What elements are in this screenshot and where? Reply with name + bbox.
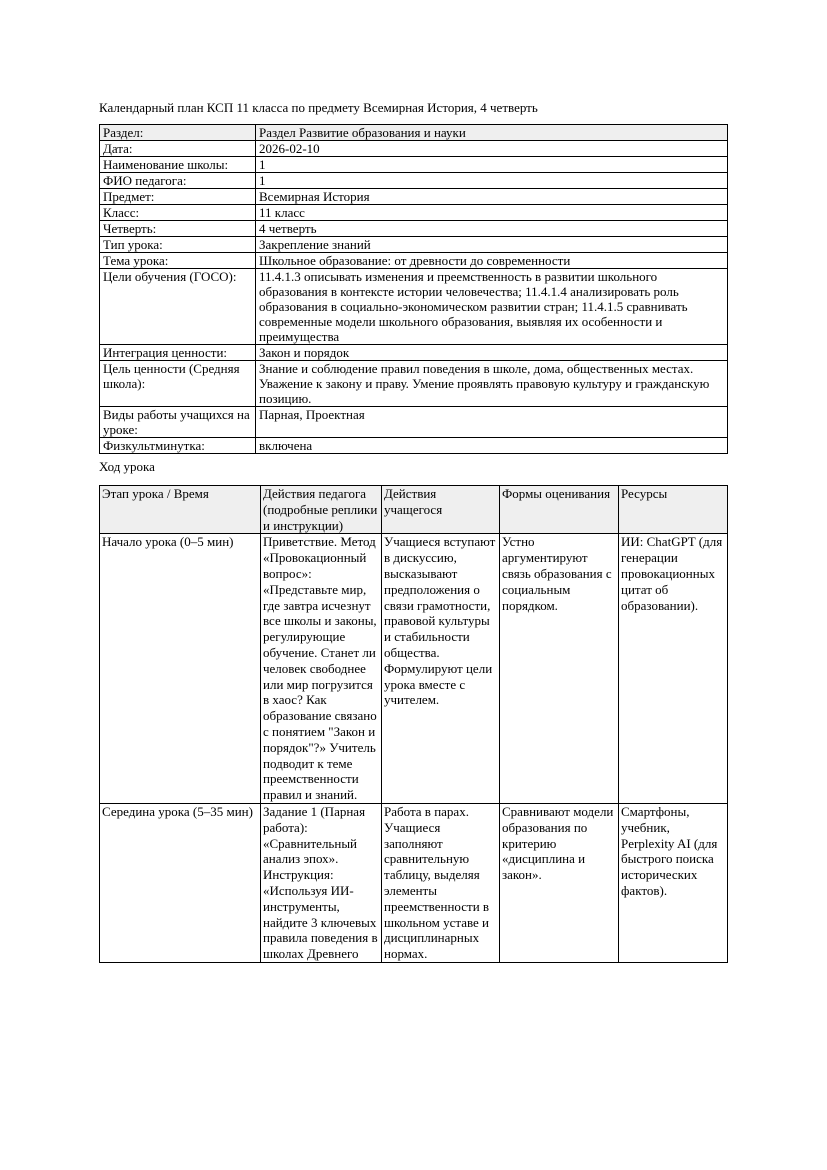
info-label-value-goal: Цель ценности (Средняя школа): bbox=[100, 361, 256, 407]
table-row bbox=[100, 269, 728, 345]
table-header-row bbox=[100, 486, 728, 534]
info-label-quarter: Четверть: bbox=[100, 221, 256, 237]
info-label-lesson-type: Тип урока: bbox=[100, 237, 256, 253]
info-label-school: Наименование школы: bbox=[100, 157, 256, 173]
table-row bbox=[100, 237, 728, 253]
cell-stage: Начало урока (0–5 мин) bbox=[100, 534, 261, 804]
table-row bbox=[100, 407, 728, 438]
cell-stage: Середина урока (5–35 мин) bbox=[100, 803, 261, 962]
cell-teacher-actions: Приветствие. Метод «Провокационный вопрос»: «Представьте мир, где завтра исчезнут все школы и законы, регулирующие обучение. Станет ли человек свободнее или мир погрузится в хаос? Как образование связано с понятием "Закон и порядок"?» Учитель подводит к теме преемственности правил и знаний. bbox=[261, 534, 382, 804]
table-row bbox=[100, 189, 728, 205]
table-row bbox=[100, 361, 728, 407]
table-row-lesson-middle bbox=[100, 803, 728, 962]
section-label-course-of-lesson: Ход урока bbox=[99, 459, 155, 474]
cell-resources: Смартфоны, учебник, Perplexity AI (для быстрого поиска исторических фактов). bbox=[619, 803, 728, 962]
cell-assessment: Устно аргументируют связь образования с социальным порядком. bbox=[500, 534, 619, 804]
info-value-class: 11 класс bbox=[256, 205, 728, 221]
info-value-subject: Всемирная История bbox=[256, 189, 728, 205]
lesson-flow-table bbox=[99, 485, 728, 963]
column-header-assessment: Формы оценивания bbox=[500, 486, 619, 534]
table-row-lesson-start bbox=[100, 534, 728, 804]
info-label-subject: Предмет: bbox=[100, 189, 256, 205]
cell-student-actions: Учащиеся вступают в дискуссию, высказывают предположения о связи грамотности, правовой культуры и стабильности общества. Формулируют цели урока вместе с учителем. bbox=[382, 534, 500, 804]
info-value-quarter: 4 четверть bbox=[256, 221, 728, 237]
info-value-value-goal: Знание и соблюдение правил поведения в школе, дома, общественных местах. Уважение к закону и праву. Умение проявлять правовую культуру и гражданскую позицию. bbox=[256, 361, 728, 407]
info-value-values-integration: Закон и порядок bbox=[256, 345, 728, 361]
info-value-fizkultminutka: включена bbox=[256, 438, 728, 454]
info-value-teacher-name: 1 bbox=[256, 173, 728, 189]
info-label-goals: Цели обучения (ГОСО): bbox=[100, 269, 256, 345]
cell-teacher-actions: Задание 1 (Парная работа): «Сравнительный анализ эпох». Инструкция: «Используя ИИ-инструменты, найдите 3 ключевых правила поведения в школах Древнего bbox=[261, 803, 382, 962]
column-header-resources: Ресурсы bbox=[619, 486, 728, 534]
table-row bbox=[100, 157, 728, 173]
info-label-teacher-name: ФИО педагога: bbox=[100, 173, 256, 189]
info-value-razdel: Раздел Развитие образования и науки bbox=[256, 125, 728, 141]
cell-resources: ИИ: ChatGPT (для генерации провокационных цитат об образовании). bbox=[619, 534, 728, 804]
info-label-lesson-topic: Тема урока: bbox=[100, 253, 256, 269]
table-row bbox=[100, 141, 728, 157]
info-label-razdel: Раздел: bbox=[100, 125, 256, 141]
info-label-date: Дата: bbox=[100, 141, 256, 157]
cell-student-actions: Работа в парах. Учащиеся заполняют сравнительную таблицу, выделяя элементы преемственности в школьном уставе и дисциплинарных нормах. bbox=[382, 803, 500, 962]
info-value-work-types: Парная, Проектная bbox=[256, 407, 728, 438]
column-header-student-actions: Действия учащегося bbox=[382, 486, 500, 534]
column-header-teacher-actions: Действия педагога (подробные реплики и инструкции) bbox=[261, 486, 382, 534]
table-row bbox=[100, 221, 728, 237]
info-label-fizkultminutka: Физкультминутка: bbox=[100, 438, 256, 454]
table-row bbox=[100, 205, 728, 221]
table-row bbox=[100, 345, 728, 361]
table-row bbox=[100, 438, 728, 454]
table-row bbox=[100, 173, 728, 189]
lesson-info-table bbox=[99, 124, 728, 454]
page-content bbox=[99, 100, 727, 963]
table-row bbox=[100, 253, 728, 269]
cell-assessment: Сравнивают модели образования по критерию «дисциплина и закон». bbox=[500, 803, 619, 962]
info-label-class: Класс: bbox=[100, 205, 256, 221]
info-value-school: 1 bbox=[256, 157, 728, 173]
document-title: Календарный план КСП 11 класса по предмету Всемирная История, 4 четверть bbox=[99, 100, 538, 115]
info-value-goals: 11.4.1.3 описывать изменения и преемственность в развитии школьного образования в контексте истории человечества; 11.4.1.4 анализировать роль образования в социально-экономическом развитии стран; 11.4.1.5 сравнивать современные модели школьного образования, выявляя их особенности и преимущества bbox=[256, 269, 728, 345]
table-row bbox=[100, 125, 728, 141]
column-header-stage: Этап урока / Время bbox=[100, 486, 261, 534]
info-label-work-types: Виды работы учащихся на уроке: bbox=[100, 407, 256, 438]
info-value-date: 2026-02-10 bbox=[256, 141, 728, 157]
info-value-lesson-topic: Школьное образование: от древности до современности bbox=[256, 253, 728, 269]
info-label-values-integration: Интеграция ценности: bbox=[100, 345, 256, 361]
info-value-lesson-type: Закрепление знаний bbox=[256, 237, 728, 253]
